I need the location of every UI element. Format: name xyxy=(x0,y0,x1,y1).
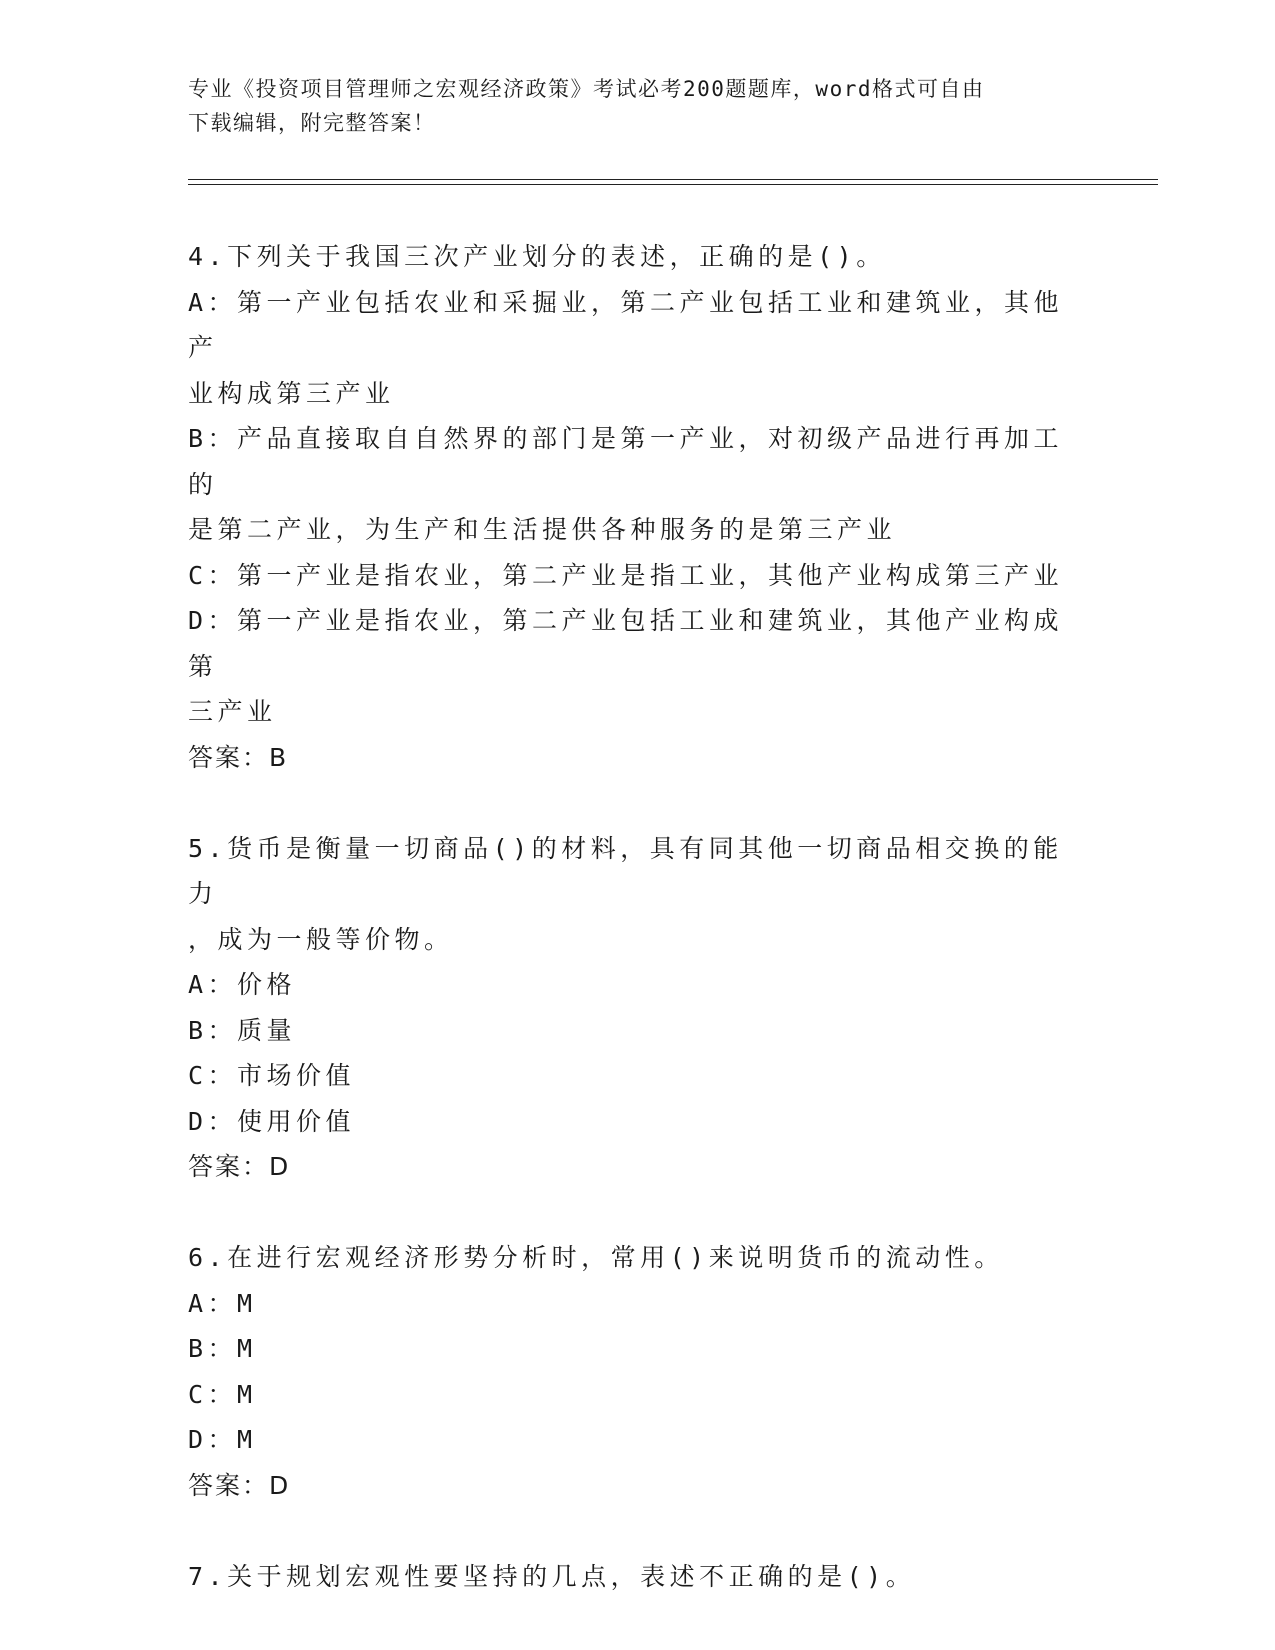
option-text: C：第一产业是指农业，第二产业是指工业，其他产业构成第三产业 xyxy=(188,560,1064,590)
option-b xyxy=(188,416,1088,553)
header-line-2: 下载编辑，附完整答案！ xyxy=(188,111,436,135)
option-c xyxy=(188,1053,1088,1099)
option-text: C：市场价值 xyxy=(188,1061,356,1090)
option-text: B：质量 xyxy=(188,1015,297,1045)
option-c xyxy=(188,1372,1088,1418)
option-text: C：M xyxy=(188,1379,257,1409)
document-header xyxy=(188,72,1088,140)
option-text-continued: 是第二产业，为生产和生活提供各种服务的是第三产业 xyxy=(188,515,897,544)
answer-line: 答案：B xyxy=(188,742,289,772)
question-stem-continued: ，成为一般等价物。 xyxy=(188,924,454,954)
question-list xyxy=(188,234,1088,1645)
option-text: D：使用价值 xyxy=(188,1106,356,1136)
question-stem: 5.货币是衡量一切商品()的材料，具有同其他一切商品相交换的能力 xyxy=(188,833,1063,908)
option-text-continued: 三产业 xyxy=(188,697,277,726)
option-text: B：M xyxy=(188,1334,257,1363)
option-text: A：价格 xyxy=(188,970,297,999)
answer-line: 答案：D xyxy=(188,1470,291,1500)
question-7 xyxy=(188,1554,1088,1600)
option-b xyxy=(188,1326,1088,1372)
option-a xyxy=(188,962,1088,1008)
option-b xyxy=(188,1008,1088,1054)
header-line-1: 专业《投资项目管理师之宏观经济政策》考试必考200题题库，word格式可自由 xyxy=(188,77,985,101)
question-stem: 7.关于规划宏观性要坚持的几点，表述不正确的是()。 xyxy=(188,1561,916,1591)
question-4 xyxy=(188,234,1088,780)
header-divider-bottom xyxy=(188,184,1158,185)
header-divider-top xyxy=(188,179,1158,180)
option-text: A：第一产业包括农业和采掘业，第二产业包括工业和建筑业，其他产 xyxy=(188,287,1064,362)
answer-line: 答案：D xyxy=(188,1152,291,1181)
question-stem: 4.下列关于我国三次产业划分的表述，正确的是()。 xyxy=(188,242,886,271)
question-5 xyxy=(188,826,1088,1190)
question-stem: 6.在进行宏观经济形势分析时，常用()来说明货币的流动性。 xyxy=(188,1243,1004,1272)
option-a xyxy=(188,1281,1088,1327)
option-text-continued: 业构成第三产业 xyxy=(188,378,395,408)
option-text: D：第一产业是指农业，第二产业包括工业和建筑业，其他产业构成第 xyxy=(188,606,1064,681)
option-d xyxy=(188,1099,1088,1145)
option-a xyxy=(188,280,1088,417)
option-text: B：产品直接取自自然界的部门是第一产业，对初级产品进行再加工的 xyxy=(188,424,1064,499)
question-6 xyxy=(188,1235,1088,1508)
option-c xyxy=(188,553,1088,599)
option-d xyxy=(188,598,1088,735)
option-text: D：M xyxy=(188,1425,257,1454)
option-text: A：M xyxy=(188,1288,257,1318)
option-d xyxy=(188,1417,1088,1463)
